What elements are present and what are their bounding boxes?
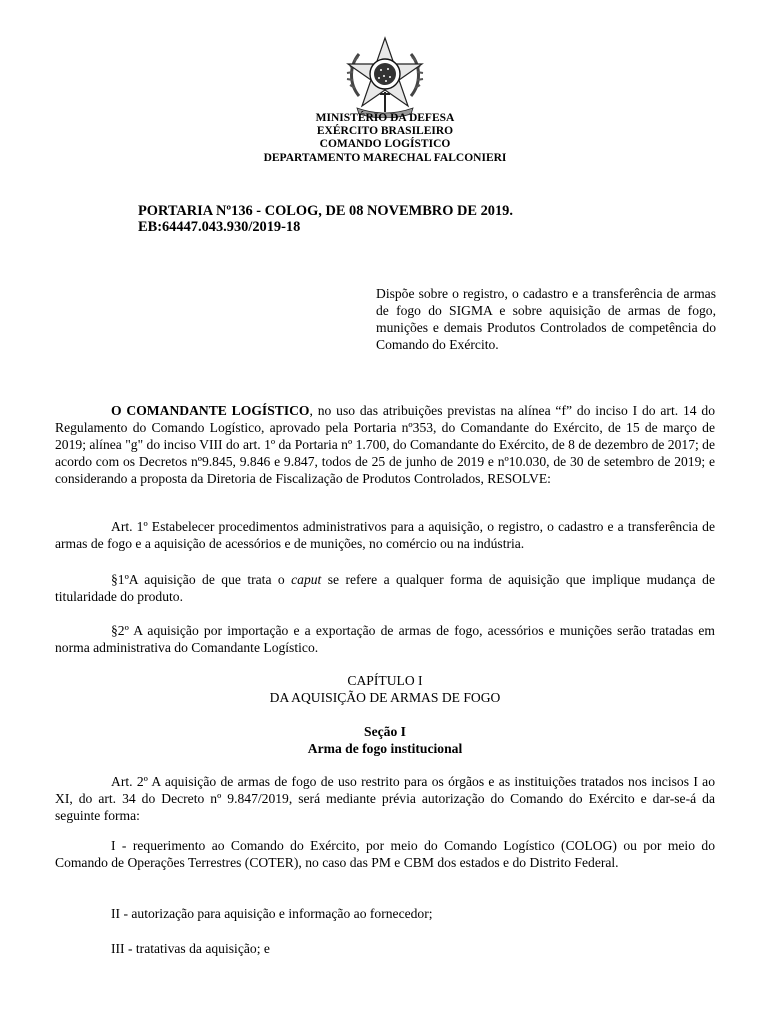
inciso-3: III - tratativas da aquisição; e <box>111 941 270 956</box>
inciso-2: II - autorização para aquisição e informação ao fornecedor; <box>111 906 433 921</box>
chapter-title: DA AQUISIÇÃO DE ARMAS DE FOGO <box>269 690 501 705</box>
coat-of-arms-emblem <box>345 36 425 118</box>
portaria-eb-number: EB:64447.043.930/2019-18 <box>138 219 301 235</box>
preamble-text: , no uso das atribuições previstas na alínea “f” do inciso I do art. 14 do Regulamento do Comando Logístico, aprovado pela Portaria nº353, do Comandante do Exército, de 15 de março de 2019; alínea "g" do inciso VIII do art. 1º da Portaria nº 1.700, do Comandante do Exército, de 8 de dezembro de 2017; de acordo com os Decretos nº9.845, 9.846 e 9.847, todos de 25 de junho de 2019 e nº10.030, de 30 de setembro de 2019; e considerando a proposta da Diretoria de Fiscalização de Produtos Controlados, RESOLVE: <box>55 403 715 486</box>
article-2-text: Art. 2º A aquisição de armas de fogo de uso restrito para os órgãos e as instituições tratados nos incisos I ao XI, do art. 34 do Decreto nº 9.847/2019, será mediante prévia autorização do Comando do Exército e dar-se-á da seguinte forma: <box>55 774 715 823</box>
command-line: COMANDO LOGÍSTICO <box>319 138 451 150</box>
ministry-line: MINISTÉRIO DA DEFESA <box>315 112 455 124</box>
article-2 <box>55 773 715 824</box>
article-1 <box>55 518 715 552</box>
paragraph-1-text-end: se refere a qualquer forma de aquisição que implique mudança de titularidade do produto. <box>55 572 715 604</box>
section-number: Seção I <box>364 724 406 739</box>
chapter-number: CAPÍTULO I <box>347 673 423 688</box>
army-line: EXÉRCITO BRASILEIRO <box>316 125 454 137</box>
paragraph-1-text-start: §1ºA aquisição de que trata o <box>111 572 292 587</box>
section-title: Arma de fogo institucional <box>307 741 463 756</box>
paragraph-2 <box>55 622 715 656</box>
portaria-title: PORTARIA Nº136 - COLOG, DE 08 NOVEMBRO DE 2019. <box>138 203 513 219</box>
paragraph-1 <box>55 571 715 605</box>
paragraph-1-caput: caput <box>291 572 322 587</box>
inciso-1 <box>55 837 715 871</box>
preamble-paragraph <box>55 402 715 487</box>
preamble-authority: O COMANDANTE LOGÍSTICO <box>111 403 310 418</box>
department-line: DEPARTAMENTO MARECHAL FALCONIERI <box>263 152 507 164</box>
ementa: Dispõe sobre o registro, o cadastro e a transferência de armas de fogo do SIGMA e sobre aquisição de armas de fogo, munições e demais Produtos Controlados de competência do Comando do Exército. <box>376 286 716 352</box>
article-1-text: Art. 1º Estabelecer procedimentos administrativos para a aquisição, o registro, o cadastro e a transferência de armas de fogo e a aquisição de acessórios e de munições, no comércio ou na indústria. <box>55 519 715 551</box>
paragraph-2-text: §2º A aquisição por importação e a exportação de armas de fogo, acessórios e munições serão tratadas em norma administrativa do Comandante Logístico. <box>55 623 715 655</box>
inciso-1-text: I - requerimento ao Comando do Exército, por meio do Comando Logístico (COLOG) ou por meio do Comando de Operações Terrestres (COTER), no caso das PM e CBM dos estados e do Distrito Federal. <box>55 838 715 870</box>
